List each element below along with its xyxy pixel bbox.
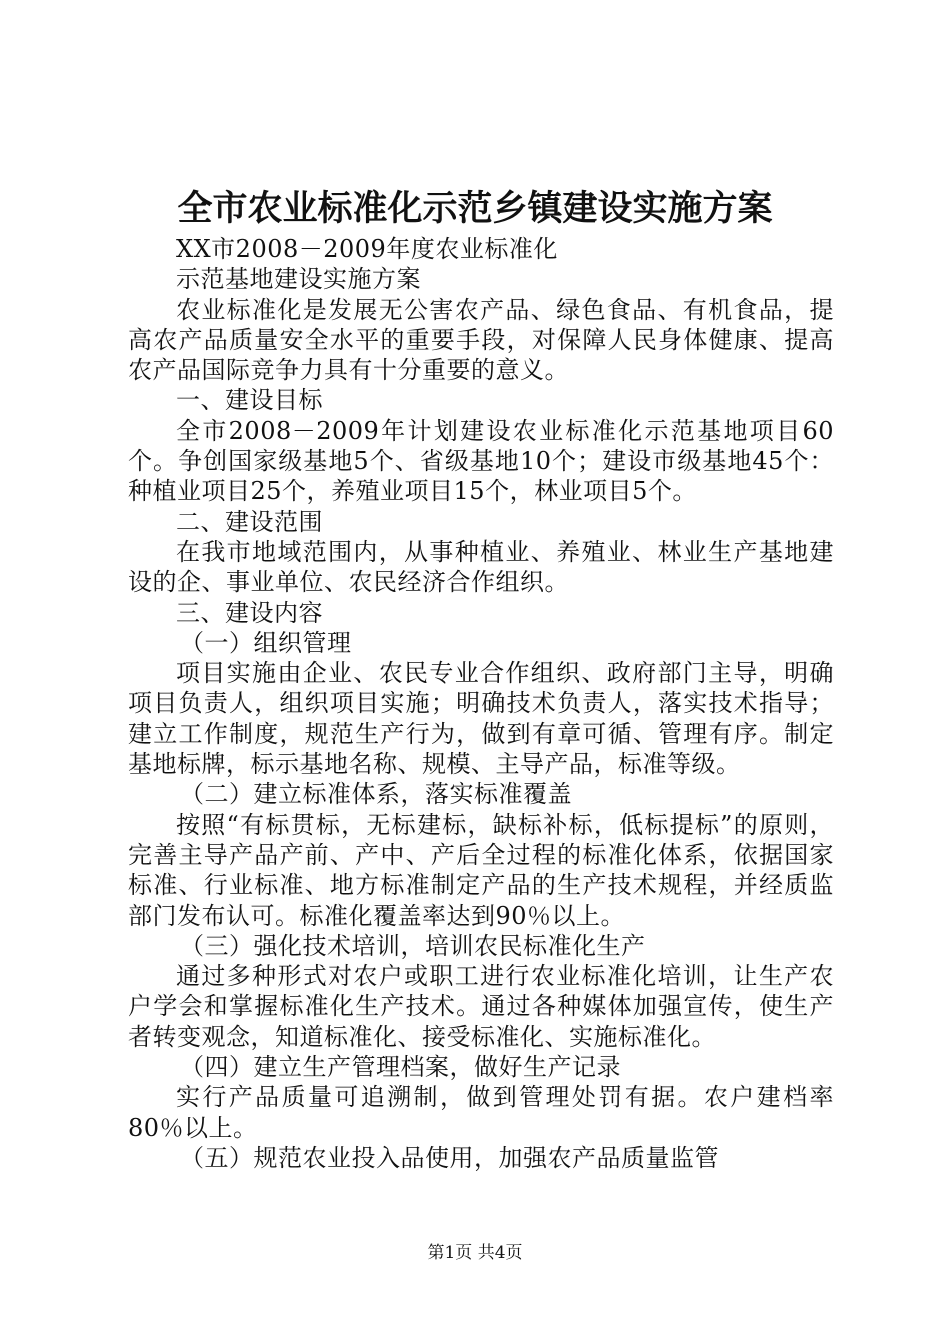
paragraph: 示范基地建设实施方案 [176,265,421,294]
page-footer: 第1页 共4页 [427,1243,523,1263]
section-heading: 二、建设范围 [176,507,323,536]
paragraph: 农业标准化是发展无公害农产品、绿色食品、有机食品，提高农产品质量安全水平的重要手段，对保障人民身体健康、提高农产品国际竞争力具有十分重要的意义。 [128,295,834,385]
section-heading: 三、建设内容 [176,598,323,627]
document-body [128,234,834,1173]
subsection-heading: （三）强化技术培训，培训农民标准化生产 [180,931,646,960]
subsection-heading: （五）规范农业投入品使用，加强农产品质量监管 [180,1143,719,1172]
subsection-heading: （一）组织管理 [180,628,352,657]
document-title: 全市农业标准化示范乡镇建设实施方案 [177,188,773,229]
paragraph: 按照“有标贯标，无标建标，缺标补标，低标提标”的原则，完善主导产品产前、产中、产后全过程的标准化体系，依据国家标准、行业标准、地方标准制定产品的生产技术规程，并经质监部门发布认可。标准化覆盖率达到90％以上。 [128,810,834,930]
paragraph: XX市2008－2009年度农业标准化 [176,235,558,263]
paragraph: 项目实施由企业、农民专业合作组织、政府部门主导，明确项目负责人，组织项目实施；明确技术负责人，落实技术指导；建立工作制度，规范生产行为，做到有章可循、管理有序。制定基地标牌，标示基地名称、规模、主导产品，标准等级。 [128,659,834,779]
paragraph: 全市2008－2009年计划建设农业标准化示范基地项目60个。争创国家级基地5个、省级基地10个；建设市级基地45个：种植业项目25个，养殖业项目15个，林业项目5个。 [128,416,834,506]
paragraph: 通过多种形式对农户或职工进行农业标准化培训，让生产农户学会和掌握标准化生产技术。通过各种媒体加强宣传，使生产者转变观念，知道标准化、接受标准化、实施标准化。 [128,962,834,1051]
subsection-heading: （四）建立生产管理档案，做好生产记录 [180,1053,621,1082]
paragraph: 在我市地域范围内，从事种植业、养殖业、林业生产基地建设的企、事业单位、农民经济合作组织。 [128,537,834,597]
subsection-heading: （二）建立标准体系，落实标准覆盖 [180,780,572,809]
section-heading: 一、建设目标 [176,386,323,415]
paragraph: 实行产品质量可追溯制，做到管理处罚有据。农户建档率80％以上。 [128,1083,834,1142]
